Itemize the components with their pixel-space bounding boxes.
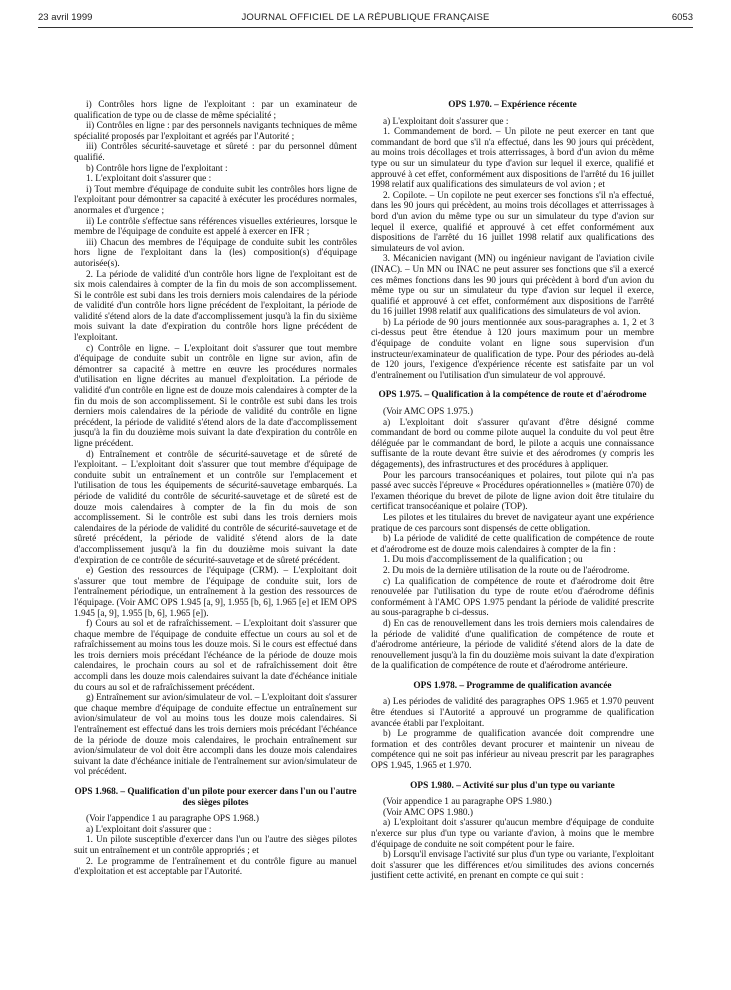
paragraph: Pour les parcours transocéaniques et polaires, tout pilote qui n'a pas passé avec succès l'épreuve « Procédures opérationnelles » (matière 070) de l'examen théorique du brevet de pilote de ligne avion doit être titulaire du certificat transocéanique et polaire (TOP). <box>371 470 654 513</box>
section-heading: OPS 1.980. – Activité sur plus d'un type ou variante <box>410 780 615 791</box>
page-number: 6053 <box>671 12 693 23</box>
paragraph: a) L'exploitant doit s'assurer que : <box>86 824 212 835</box>
paragraph: iii) Chacun des membres de l'équipage de conduite subit les contrôles hors ligne de l'exploitant dans la (les) composition(s) d'équipage autorisée(s). <box>74 237 357 269</box>
header-rule <box>38 27 693 28</box>
paragraph: Les pilotes et les titulaires du brevet de navigateur ayant une expérience pratique de ces parcours sont dispensés de cette obligation. <box>371 512 654 534</box>
paragraph: 2. La période de validité d'un contrôle hors ligne de l'exploitant est de six mois calendaires à compter de la fin du mois de son accomplissement. Si le contrôle est subi dans les trois derniers mois calendaires de la période de validité d'un contrôle hors ligne précédent de l'exploitant, la période de validité s'étend alors de la date d'accomplissement jusqu'à la fin du sixième mois suivant la date d'expiration du contrôle hors ligne précédent de l'exploitant. <box>74 269 357 344</box>
paragraph: b) Contrôle hors ligne de l'exploitant : <box>86 163 228 174</box>
paragraph: e) Gestion des ressources de l'équipage (CRM). – L'exploitant doit s'assurer que tout membre de l'équipage de conduite suit, lors de l'entraînement périodique, un entraînement à la gestion des ressources de l'équipage. (Voir AMC OPS 1.945 [a, 9], 1.955 [b, 6], 1.965 [e] et IEM OPS 1.945 [a, 9], 1.955 [b, 6], 1.965 [e]). <box>74 566 357 619</box>
paragraph: 1. Commandement de bord. – Un pilote ne peut exercer en tant que commandant de bord que s'il n'a effectué, dans les 90 jours qui précèdent, au moins trois décollages et trois atterrissages, à bord d'un avion du même type ou sur un simulateur du type d'avion sur lequel il exerce, qualifié et approuvé à cet effet, conformément aux dispositions de l'arrêté du 16 juillet 1998 relatif aux qualifications des simulateurs de vol avion ; et <box>371 127 654 191</box>
paragraph: 1. Un pilote susceptible d'exercer dans l'un ou l'autre des sièges pilotes suit un entraînement et un contrôle appropriés ; et <box>74 835 357 856</box>
paragraph: f) Cours au sol et de rafraîchissement. – L'exploitant doit s'assurer que chaque membre de l'équipage de conduite effectue un cours au sol et de rafraîchissement au moins tous les douze mois. Si le cours est effectué dans les trois derniers mois précédant l'échéance de la période de douze mois calendaires, le prochain cours au sol et de rafraîchissement doit être accompli dans les douze mois calendaires suivant la date d'échéance initiale du cours au sol et de rafraîchissement précédent. <box>74 619 357 693</box>
paragraph: i) Contrôles hors ligne de l'exploitant : par un examinateur de qualification de type ou de classe de même spécialité ; <box>74 100 357 121</box>
paragraph: 2. Copilote. – Un copilote ne peut exercer ses fonctions s'il n'a effectué, dans les 90 jours qui précèdent, au moins trois décollages et atterrissages à bord d'un avion du même type ou sur un simulateur du type d'avion sur lequel il exerce, qualifié et approuvé à cet effet conformément aux dispositions de l'arrêté du 16 juillet 1998 relatif aux qualifications des simulateurs de vol avion. <box>371 190 654 254</box>
paragraph: 2. Du mois de la dernière utilisation de la route ou de l'aérodrome. <box>383 565 630 576</box>
section-heading: OPS 1.978. – Programme de qualification avancée <box>413 680 612 691</box>
paragraph: iii) Contrôles sécurité-sauvetage et sûreté : par du personnel dûment qualifié. <box>74 142 357 163</box>
paragraph: (Voir AMC OPS 1.980.) <box>383 807 473 818</box>
paragraph: ii) Le contrôle s'effectue sans références visuelles extérieures, lorsque le membre de l'équipage de conduite est appelé à exercer en IFR ; <box>74 216 357 238</box>
paragraph: 2. Le programme de l'entraînement et du contrôle figure au manuel d'exploitation et est acceptable par l'Autorité. <box>74 856 357 878</box>
paragraph: (Voir AMC OPS 1.975.) <box>383 407 473 418</box>
section-heading: OPS 1.970. – Expérience récente <box>448 100 577 110</box>
paragraph: ii) Contrôles en ligne : par des personnels navigants techniques de même spécialité proposés par l'exploitant et agréés par l'Autorité ; <box>74 121 357 142</box>
issue-date: 23 avril 1999 <box>38 12 93 23</box>
paragraph: a) Les périodes de validité des paragraphes OPS 1.965 et 1.970 peuvent être étendues si l'Autorité a approuvé un programme de qualification avancée établi par l'exploitant. <box>371 697 654 729</box>
paragraph: (Voir appendice 1 au paragraphe OPS 1.980.) <box>383 797 552 808</box>
paragraph: (Voir l'appendice 1 au paragraphe OPS 1.968.) <box>86 814 259 825</box>
paragraph: g) Entraînement sur avion/simulateur de vol. – L'exploitant doit s'assurer que chaque membre d'équipage de conduite effectue un entraînement sur avion/simulateur de vol au moins tous les douze mois calendaires. Si l'entraînement est effectué dans les trois derniers mois précédant l'échéance de la période de douze mois calendaires, le prochain entraînement sur avion/simulateur de vol doit être accompli dans les douze mois calendaires suivant la date d'échéance initiale de l'entraînement sur avion/simulateur de vol précédent. <box>74 693 357 778</box>
paragraph: a) L'exploitant doit s'assurer que : <box>383 116 509 127</box>
right-column <box>371 100 654 882</box>
paragraph: 3. Mécanicien navigant (MN) ou ingénieur navigant de l'aviation civile (INAC). – Un MN ou INAC ne peut assurer ses fonctions que s'il a exercé ces mêmes fonctions dans les 90 jours qui précèdent à bord d'un avion du même type ou sur un simulateur du type d'avion sur lequel il exerce, qualifié et approuvé à cet effet, conformément aux dispositions de l'arrêté du 16 juillet 1998 relatif aux qualifications des simulateurs de vol avion. <box>371 254 654 318</box>
paragraph: b) Lorsqu'il envisage l'activité sur plus d'un type ou variante, l'exploitant doit s'assurer que les différences et/ou similitudes des avions concernés justifient cette activité, en prenant en compte ce qui suit : <box>371 850 654 882</box>
journal-title: JOURNAL OFFICIEL DE LA RÉPUBLIQUE FRANÇAISE <box>241 12 490 23</box>
paragraph: b) La période de validité de cette qualification de compétence de route et d'aérodrome est de douze mois calendaires à compter de la fin : <box>371 534 654 555</box>
paragraph: a) L'exploitant doit s'assurer qu'avant d'être désigné comme commandant de bord ou comme pilote auquel la conduite du vol peut être déléguée par le commandant de bord, le pilote a acquis une connaissance suffisante de la route devant être suivie et des aérodromes (y compris les dégagements), des infrastructures et des procédures à appliquer. <box>371 417 654 470</box>
paragraph: b) La période de 90 jours mentionnée aux sous-paragraphes a. 1, 2 et 3 ci-dessus peut être étendue à 120 jours maximum pour un membre d'équipage de conduite volant en ligne sous supervision d'un instructeur/examinateur de qualification de type. Pour des périodes au-delà de 120 jours, l'exigence d'expérience récente est satisfaite par un vol d'entraînement ou l'utilisation d'un simulateur de vol approuvé. <box>371 317 654 381</box>
page-header <box>38 12 693 26</box>
paragraph: b) Le programme de qualification avancée doit comprendre une formation et des contrôles devant procurer et maintenir un niveau de compétence qui ne soit pas inférieur au niveau prescrit par les paragraphes OPS 1.945, 1.965 et 1.970. <box>371 729 654 772</box>
paragraph: a) L'exploitant doit s'assurer qu'aucun membre d'équipage de conduite n'exerce sur plus d'un type ou variante d'avion, à moins que le membre d'équipage de conduite ne soit compétent pour le faire. <box>371 818 654 850</box>
paragraph: c) La qualification de compétence de route et d'aérodrome doit être renouvelée par l'utilisation du type de route et/ou d'aérodrome définis conformément à l'AMC OPS 1.975 pendant la période de validité prescrite au sous-paragraphe b ci-dessus. <box>371 576 654 619</box>
paragraph: 1. L'exploitant doit s'assurer que : <box>86 174 212 185</box>
paragraph: d) Entraînement et contrôle de sécurité-sauvetage et de sûreté de l'exploitant. – L'exploitant doit s'assurer que tout membre d'équipage de conduite subit un entraînement et un contrôle sur l'emplacement et l'utilisation de tous les équipements de sécurité-sauvetage embarqués. La période de validité du contrôle de sécurité-sauvetage et de sûreté est de douze mois calendaires à compter de la fin du mois de son accomplissement. Si le contrôle est subi dans les trois derniers mois calendaires de la période de validité du contrôle de sécurité-sauvetage et de sûreté précédent, la période de validité s'étend alors de la date d'accomplissement jusqu'à la fin du douzième mois suivant la date d'expiration de ce contrôle de sécurité-sauvetage et de sûreté précédent. <box>74 449 357 566</box>
left-column <box>74 100 357 878</box>
section-heading: OPS 1.975. – Qualification à la compétence de route et d'aérodrome <box>378 390 647 401</box>
paragraph: c) Contrôle en ligne. – L'exploitant doit s'assurer que tout membre d'équipage de conduite subit un contrôle en ligne sur avion, afin de démontrer sa capacité à mettre en œuvre les procédures normales d'utilisation en ligne décrites au manuel d'exploitation. La période de validité d'un contrôle en ligne est de douze mois calendaires à compter de la fin du mois de son accomplissement. Si le contrôle est subi dans les trois derniers mois calendaires de la période de validité du contrôle en ligne précédent, la période de validité s'étend alors de la date d'accomplissement jusqu'à la fin du douzième mois suivant la date d'expiration du contrôle en ligne précédent. <box>74 343 357 449</box>
paragraph: 1. Du mois d'accomplissement de la qualification ; ou <box>383 555 583 566</box>
paragraph: i) Tout membre d'équipage de conduite subit les contrôles hors ligne de l'exploitant pour démontrer sa capacité à exécuter les procédures normales, anormales et d'urgence ; <box>74 184 357 216</box>
paragraph: d) En cas de renouvellement dans les trois derniers mois calendaires de la période de validité d'une qualification de compétence de route et d'aérodrome antérieure, la période de validité s'étend alors de la date de renouvellement jusqu'à la fin du douzième mois suivant la date d'expiration de la qualification de compétence de route et d'aérodrome antérieure. <box>371 618 654 672</box>
section-heading: OPS 1.968. – Qualification d'un pilote pour exercer dans l'un ou l'autre des sièges pilotes <box>74 787 357 808</box>
